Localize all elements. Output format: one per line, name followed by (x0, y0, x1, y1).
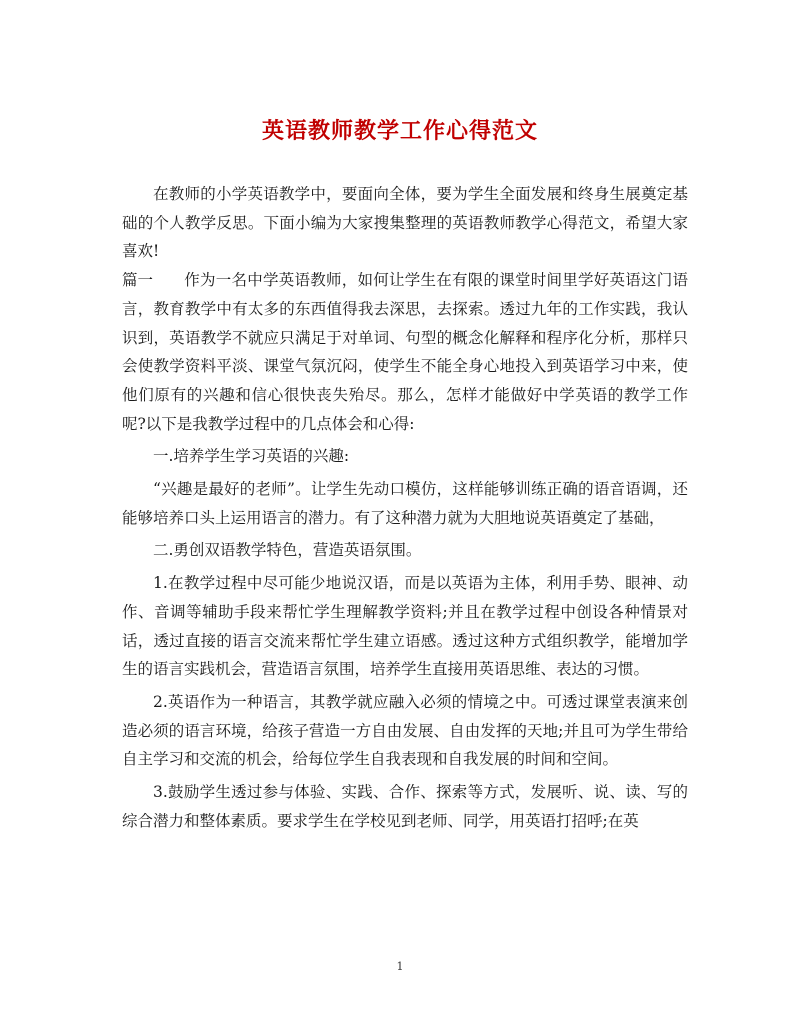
document-body (122, 180, 688, 835)
list-item-one: 1.在教学过程中尽可能少地说汉语，而是以英语为主体，利用手势、眼神、动作、音调等辅助手段来帮忙学生理解教学资料;并且在教学过程中创设各种情景对话，透过直接的语言交流来帮忙学生建立语感。透过这种方式组织教学，能增加学生的语言实践机会，营造语言氛围，培养学生直接用英语思维、表达的习惯。 (122, 574, 688, 679)
list-item-three: 3.鼓励学生透过参与体验、实践、合作、探索等方式，发展听、说、读、写的综合潜力和整体素质。要求学生在学校见到老师、同学，用英语打招呼;在英 (122, 783, 688, 830)
section-heading-two: 二.勇创双语教学特色，营造英语氛围。 (153, 541, 422, 560)
part-one-label: 篇一 (122, 271, 154, 290)
part-one-text: 作为一名中学英语教师，如何让学生在有限的课堂时间里学好英语这门语言，教育教学中有太多的东西值得我去深思，去探索。透过九年的工作实践，我认识到，英语教学不就应只满足于对单词、句型的概念化解释和程序化分析，那样只会使教学资料平淡、课堂气氛沉闷，使学生不能全身心地投入到英语学习中来，使他们原有的兴趣和信心很快丧失殆尽。那么，怎样才能做好中学英语的教学工作呢?以下是我教学过程中的几点体会和心得: (122, 271, 688, 433)
interest-paragraph: “兴趣是最好的老师”。让学生先动口模仿，这样能够训练正确的语音语调，还能够培养口头上运用语言的潜力。有了这种潜力就为大胆地说英语奠定了基础， (122, 480, 688, 527)
page-number: 1 (396, 960, 404, 973)
document-title: 英语教师教学工作心得范文 (261, 118, 538, 144)
part-one-paragraph (122, 266, 688, 438)
section-heading-one: 一.培养学生学习英语的兴趣: (153, 447, 350, 466)
intro-paragraph: 在教师的小学英语教学中，要面向全体，要为学生全面发展和终身生展奠定基础的个人教学反思。下面小编为大家搜集整理的英语教师教学心得范文，希望大家喜欢! (122, 185, 688, 261)
list-item-two: 2.英语作为一种语言，其教学就应融入必须的情境之中。可透过课堂表演来创造必须的语言环境，给孩子营造一方自由发展、自由发挥的天地;并且可为学生带给自主学习和交流的机会，给每位学生自我表现和自我发展的时间和空间。 (122, 692, 688, 769)
